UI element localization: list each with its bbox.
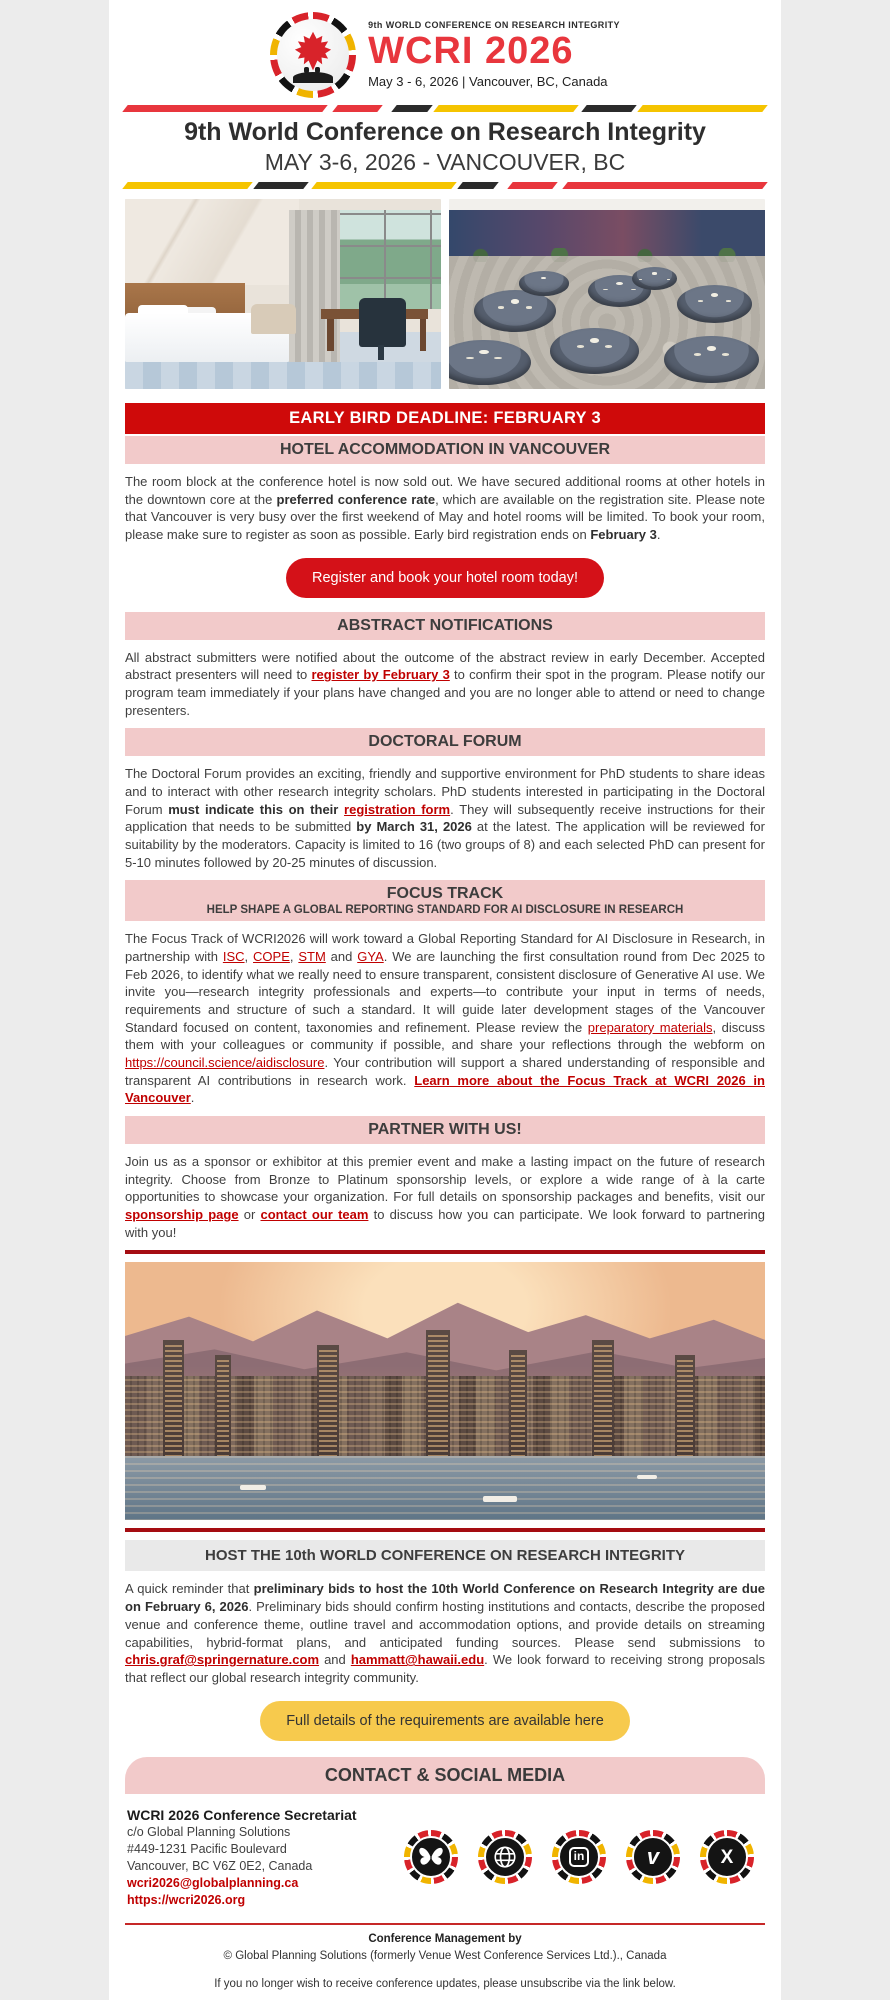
x-glyph: X: [720, 1846, 734, 1868]
divider-bottom: [125, 1528, 765, 1532]
inline-link[interactable]: contact our team: [260, 1207, 369, 1223]
logo-dates: May 3 - 6, 2026 | Vancouver, BC, Canada: [368, 74, 608, 90]
text-segment: The Focus Track of WCRI2026 will work toward a Global Reporting Standard for AI Disclosure in Research, in partnership with: [125, 931, 765, 965]
text-segment: A quick reminder that: [125, 1581, 254, 1597]
text-segment: .: [190, 1090, 195, 1106]
text-segment: The Doctoral Forum provides an exciting, friendly and supportive environment for PhD students to share ideas and to interact with other research integrity scholars. PhD students interested in participating in the Doctoral Forum: [125, 766, 765, 817]
contact-email-link[interactable]: wcri2026@globalplanning.ca: [127, 1876, 299, 1891]
inline-link[interactable]: GYA: [357, 949, 384, 965]
footer-unsubscribe-note: If you no longer wish to receive conference updates, please unsubscribe via the link below.: [214, 1977, 676, 1990]
contact-org: WCRI 2026 Conference Secretariat: [127, 1806, 357, 1823]
early-bird-banner: EARLY BIRD DEADLINE: FEBRUARY 3: [125, 403, 765, 434]
contact-line2: #449-1231 Pacific Boulevard: [127, 1842, 287, 1857]
text-segment: , which are available on the registration site. Please note that Vancouver is very busy over the first weekend of May and hotel rooms will be limited. To book your room, please make sure to register as soon as possible. Early bird registration ends on: [125, 491, 765, 543]
doctoral-section-heading: DOCTORAL FORUM: [125, 728, 765, 756]
decorative-stripe-top: [125, 105, 765, 112]
page-title: 9th World Conference on Research Integrity: [184, 118, 706, 146]
focus-heading-sub: HELP SHAPE A GLOBAL REPORTING STANDARD FOR AI DISCLOSURE IN RESEARCH: [206, 904, 684, 917]
inline-link[interactable]: https://council.science/aidisclosure: [125, 1055, 325, 1071]
text-segment: to discuss how you can participate. We look forward to partnering with you!: [125, 1207, 765, 1240]
contact-section-heading: CONTACT & SOCIAL MEDIA: [125, 1757, 765, 1794]
text-segment: preferred conference rate: [276, 491, 436, 507]
globe-icon[interactable]: [478, 1830, 532, 1884]
host-paragraph: [125, 1580, 765, 1686]
logo-brand: WCRI 2026: [368, 30, 574, 73]
logo-tagline: 9th WORLD CONFERENCE ON RESEARCH INTEGRITY: [368, 20, 620, 31]
inline-link[interactable]: register by February 3: [311, 667, 450, 683]
hotel-section-heading: HOTEL ACCOMMODATION IN VANCOUVER: [125, 436, 765, 464]
text-segment: and: [325, 949, 358, 965]
globe-glyph: [492, 1844, 518, 1870]
butterfly-glyph: [418, 1846, 444, 1868]
text-segment: ,: [289, 949, 299, 965]
inline-link[interactable]: sponsorship page: [125, 1207, 239, 1223]
text-segment: . We look forward to receiving strong proposals that reflect our global research integrity community.: [125, 1652, 765, 1685]
footer-company: © Global Planning Solutions (formerly Venue West Conference Services Ltd.)., Canada: [223, 1949, 667, 1962]
social-icons: [395, 1830, 763, 1884]
divider-top: [125, 1250, 765, 1254]
text-segment: . They will subsequently receive instructions for their application that needs to be submitted: [125, 801, 765, 835]
decorative-stripe-bottom: [125, 182, 765, 189]
wcri-logo-badge: [270, 12, 356, 98]
text-segment: and: [319, 1652, 351, 1668]
text-segment: at the latest. The application will be reviewed for suitability by the moderators. Capacity is limited to 16 (two groups of 8) and each selected PhD can present for 5-10 minutes followed by 20-25 minutes of discussion.: [125, 819, 765, 870]
linkedin-glyph: in: [569, 1847, 590, 1867]
hotel-room-image: [125, 199, 441, 389]
text-segment: by March 31, 2026: [356, 819, 472, 835]
ballroom-image: [449, 199, 765, 389]
host-section-heading: HOST THE 10th WORLD CONFERENCE ON RESEARCH INTEGRITY: [125, 1540, 765, 1571]
contact-line1: c/o Global Planning Solutions: [127, 1825, 291, 1840]
text-segment: must indicate this on their: [168, 801, 345, 817]
vimeo-glyph: v: [646, 1844, 660, 1870]
text-segment: . We are launching the first consultation round from Dec 2025 to Feb 2026, to identify what we really need to ensure transparent, consistent disclosure of Generative AI use. We invite you—research integrity professionals and experts—to contribute your input in terms of needs, requirements and structure of such a standard. It will guide later development stages of the Vancouver Standard focused on content, taxonomies and refinement. Please review the: [125, 949, 765, 1035]
linkedin-icon[interactable]: [552, 1830, 606, 1884]
partner-section-heading: PARTNER WITH US!: [125, 1116, 765, 1144]
footer-divider: [125, 1923, 765, 1925]
text-segment: .: [656, 527, 661, 543]
text-segment: February 3: [590, 527, 657, 543]
inline-link[interactable]: COPE: [253, 949, 290, 965]
page-subtitle: MAY 3-6, 2026 - VANCOUVER, BC: [264, 149, 626, 175]
vimeo-icon[interactable]: [626, 1830, 680, 1884]
x-twitter-icon[interactable]: [700, 1830, 754, 1884]
focus-heading-main: FOCUS TRACK: [386, 885, 504, 903]
focus-section-heading: [125, 880, 765, 921]
inline-link[interactable]: STM: [298, 949, 326, 965]
hotel-paragraph: [125, 473, 765, 544]
inline-link[interactable]: registration form: [344, 801, 451, 817]
text-segment: to confirm their spot in the program. Please notify our program team immediately if your plans have changed and you are no longer able to attend or need to change presenters.: [125, 667, 765, 718]
abstract-section-heading: ABSTRACT NOTIFICATIONS: [125, 612, 765, 640]
inline-link[interactable]: ISC: [222, 949, 245, 965]
requirements-details-button[interactable]: Full details of the requirements are available here: [260, 1701, 630, 1741]
vancouver-skyline-image: [125, 1262, 765, 1520]
text-segment: , discuss them with your colleagues or community if possible, and share your reflections through the webform on: [125, 1019, 765, 1053]
abstract-paragraph: [125, 649, 765, 720]
text-segment: . Your contribution will support a shared understanding of responsible and transparent AI contributions in research work.: [125, 1055, 765, 1088]
footer-managed-by: Conference Management by: [368, 1932, 522, 1945]
inline-link[interactable]: chris.graf@springernature.com: [125, 1652, 320, 1668]
maple-leaf-icon: [289, 28, 337, 76]
conference-logo[interactable]: [125, 10, 765, 102]
inline-link[interactable]: Learn more about the Focus Track at WCRI 2026 in Vancouver: [125, 1072, 765, 1106]
inline-link[interactable]: preparatory materials: [587, 1019, 713, 1035]
text-segment: preliminary bids to host the 10th World Conference on Research Integrity are due on February 6, 2026: [125, 1581, 766, 1615]
text-segment: The room block at the conference hotel is now sold out. We have secured additional rooms at other hotels in the downtown core at the: [125, 474, 765, 507]
register-hotel-button[interactable]: Register and book your hotel room today!: [286, 558, 604, 598]
doctoral-paragraph: [125, 765, 765, 871]
inline-link[interactable]: hammatt@hawaii.edu: [350, 1652, 485, 1668]
contact-website-link[interactable]: https://wcri2026.org: [127, 1892, 246, 1907]
partner-paragraph: [125, 1153, 765, 1241]
email-body: [109, 0, 781, 2000]
bluesky-butterfly-icon[interactable]: [404, 1830, 458, 1884]
contact-line3: Vancouver, BC V6Z 0E2, Canada: [127, 1859, 313, 1874]
text-segment: ,: [244, 949, 254, 965]
focus-paragraph: [125, 930, 765, 1107]
text-segment: All abstract submitters were notified about the outcome of the abstract review in early December. Accepted abstract presenters will need to: [125, 649, 765, 683]
logo-base-silhouette: [293, 72, 333, 83]
text-segment: . Preliminary bids should confirm hosting institutions and contacts, describe the proposed venue and conference theme, outline travel and accommodation options, and provide details on streaming capabilities, hybrid-format plans, and anticipated funding sources. Please send submissions to: [125, 1599, 765, 1650]
text-segment: Join us as a sponsor or exhibitor at this premier event and make a lasting impact on the future of research integrity. Choose from Bronze to Platinum sponsorship levels, or explore a wide range of à la carte opportunities to showcase your organization. For full details on sponsorship packages and benefits, visit our: [125, 1154, 765, 1205]
text-segment: or: [238, 1207, 261, 1223]
